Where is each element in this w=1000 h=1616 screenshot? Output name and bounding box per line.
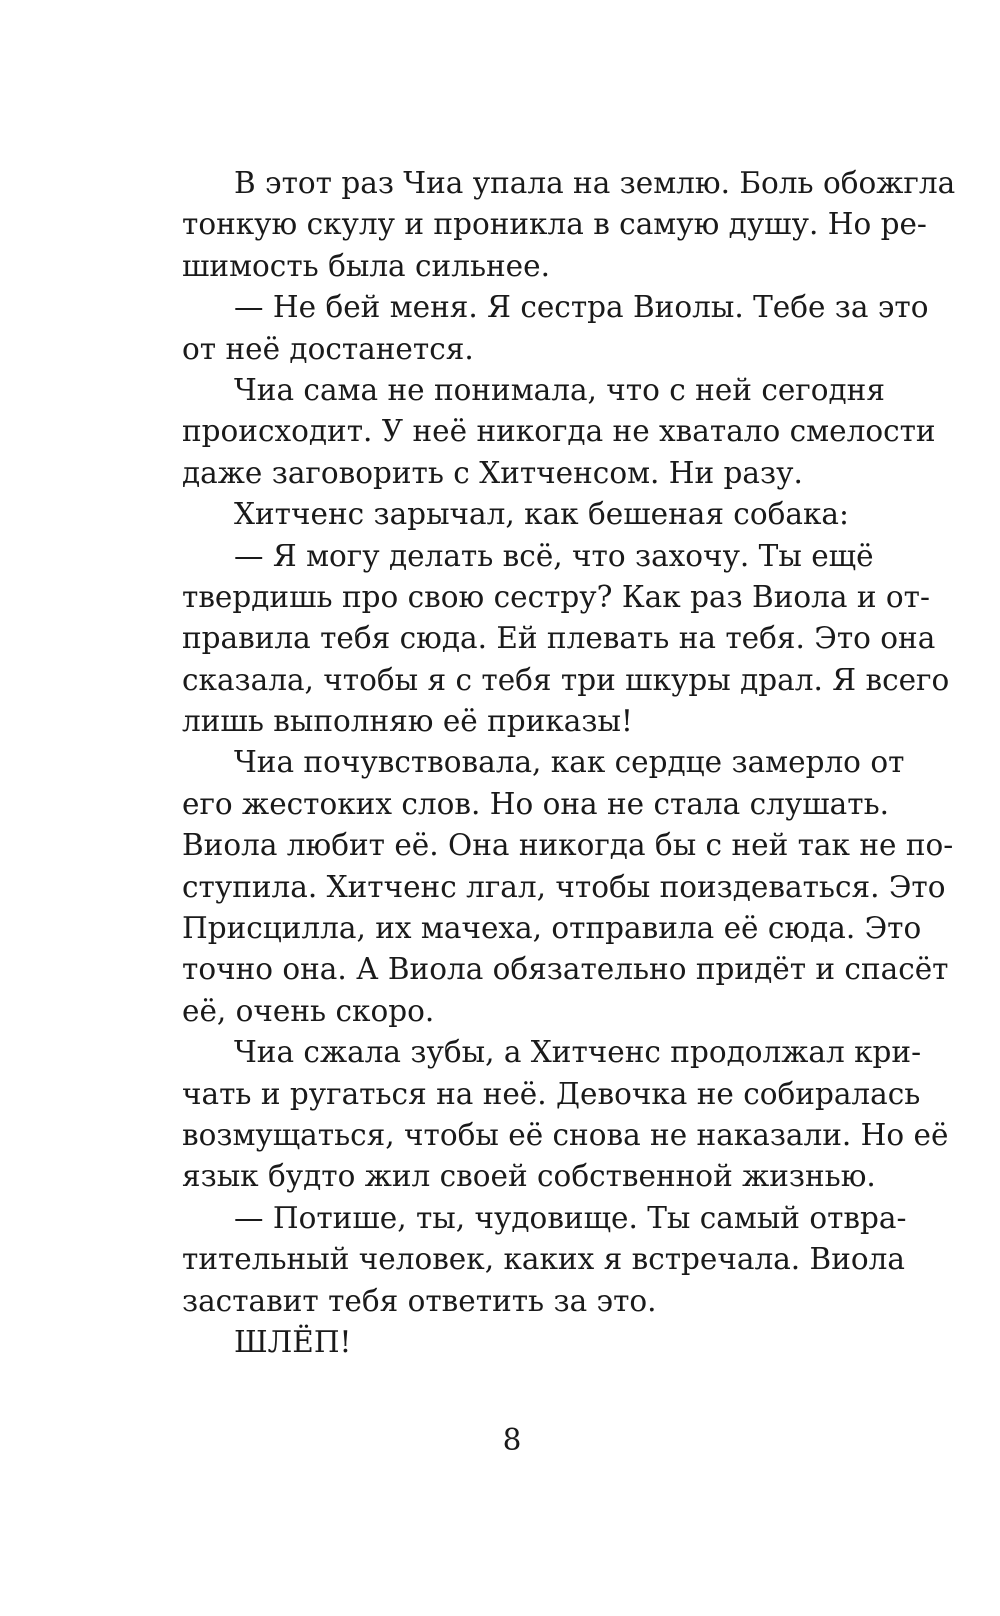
paragraph bbox=[182, 287, 929, 370]
text-line: шимость была сильнее. bbox=[182, 248, 550, 283]
text-line: его жестоких слов. Но она не стала слушать. bbox=[182, 786, 890, 821]
text-line: даже заговорить с Хитченсом. Ни разу. bbox=[182, 455, 803, 490]
text-line: тонкую скулу и проникла в самую душу. Но ре- bbox=[182, 207, 927, 242]
text-line: В этот раз Чиа упала на землю. Боль обожгла bbox=[234, 166, 956, 200]
text-line: Чиа сжала зубы, а Хитченс продолжал кри- bbox=[234, 1035, 922, 1070]
paragraph bbox=[182, 742, 954, 1032]
text-line: Чиа почувствовала, как сердце замерло от bbox=[234, 745, 905, 780]
text-line: лишь выполняю её приказы! bbox=[182, 704, 633, 739]
text-line: чать и ругаться на неё. Девочка не собиралась bbox=[182, 1076, 921, 1111]
text-line: точно она. А Виола обязательно придёт и спасёт bbox=[182, 952, 949, 987]
text-line: её, очень скоро. bbox=[182, 993, 435, 1028]
text-line: тительный человек, каких я встречала. Виола bbox=[182, 1242, 905, 1277]
text-line: — Не бей меня. Я сестра Виолы. Тебе за это bbox=[234, 290, 929, 325]
paragraph bbox=[182, 1322, 844, 1363]
text-line: происходит. У неё никогда не хватало смелости bbox=[182, 414, 936, 449]
text-line: язык будто жил своей собственной жизнью. bbox=[182, 1159, 876, 1194]
text-line: заставит тебя ответить за это. bbox=[182, 1283, 657, 1318]
paragraph bbox=[182, 163, 956, 287]
text-line: Чиа сама не понимала, что с ней сегодня bbox=[234, 372, 885, 407]
paragraph bbox=[182, 494, 849, 535]
paragraph bbox=[182, 536, 950, 743]
text-line: — Потише, ты, чудовище. Ты самый отвра- bbox=[234, 1200, 907, 1235]
text-line: от неё достанется. bbox=[182, 331, 474, 366]
paragraph bbox=[182, 1198, 907, 1322]
text-line: Присцилла, их мачеха, отправила её сюда. Это bbox=[182, 911, 922, 946]
page-number: 8 bbox=[502, 1423, 522, 1457]
text-line: возмущаться, чтобы её снова не наказали. Но её bbox=[182, 1117, 949, 1152]
text-line: Виола любит её. Она никогда бы с ней так не по- bbox=[182, 828, 954, 863]
text-line: правила тебя сюда. Ей плевать на тебя. Это она bbox=[182, 621, 936, 656]
text-line: — Я могу делать всё, что захочу. Ты ещё bbox=[234, 538, 874, 573]
page-body bbox=[182, 163, 956, 1363]
paragraph bbox=[182, 370, 936, 494]
paragraph bbox=[182, 1032, 949, 1198]
text-line: ШЛЁП! bbox=[234, 1324, 352, 1359]
text-line: Хитченс зарычал, как бешеная собака: bbox=[234, 497, 849, 532]
text-line: ступила. Хитченс лгал, чтобы поиздеваться. Это bbox=[182, 869, 946, 904]
text-line: твердишь про свою сестру? Как раз Виола и от- bbox=[182, 579, 930, 614]
text-line: сказала, чтобы я с тебя три шкуры драл. Я всего bbox=[182, 662, 950, 697]
